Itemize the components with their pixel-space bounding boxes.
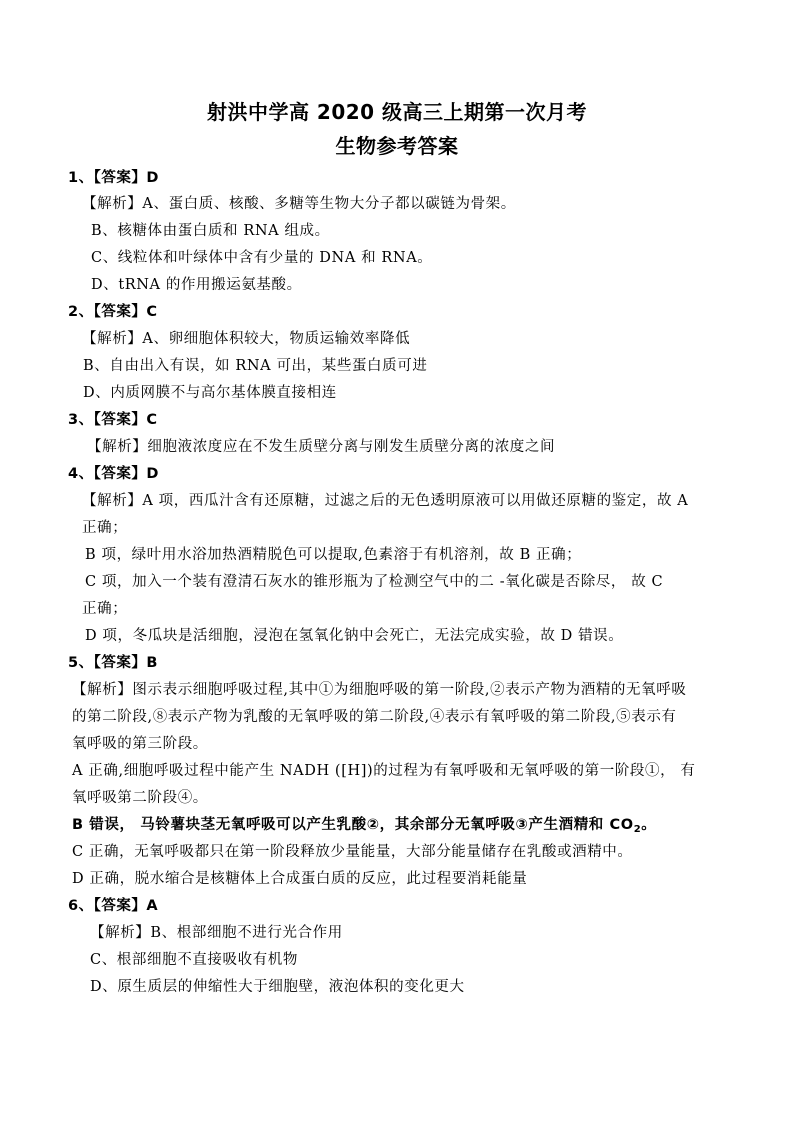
explanation-4-line-3: B 项，绿叶用水浴加热酒精脱色可以提取,色素溶于有机溶剂，故 B 正确；: [85, 547, 582, 563]
explanation-6-line-3: D、原生质层的伸缩性大于细胞壁，液泡体积的变化更大: [90, 979, 465, 995]
explanation-2-line-2: B、自由出入有误，如 RNA 可出，某些蛋白质可进: [83, 358, 428, 374]
answer-5: 5、【答案】B: [68, 655, 158, 671]
explanation-4-line-4: C 项，加入一个装有澄清石灰水的锥形瓶为了检测空气中的二 -氧化碳是否除尽， 故 C: [85, 574, 664, 590]
explanation-4-line-5: 正确；: [82, 601, 128, 617]
explanation-5-line-4: A 正确,细胞呼吸过程中能产生 NADH ([H])的过程为有氧呼吸和无氧呼吸的第一阶段①， 有: [72, 763, 696, 779]
explanation-6-line-2: C、根部细胞不直接吸收有机物: [90, 952, 298, 968]
answer-1: 1、【答案】D: [68, 170, 159, 186]
explanation-6-line-1: 【解析】B、根部细胞不进行光合作用: [90, 925, 343, 941]
explanation-4-line-2: 正确；: [82, 520, 128, 536]
explanation-4-line-6: D 项，冬瓜块是活细胞，浸泡在氢氧化钠中会死亡，无法完成实验，故 D 错误。: [85, 628, 624, 644]
explanation-5-line-6-tail: 。: [641, 817, 657, 833]
explanation-1-line-3: C、线粒体和叶绿体中含有少量的 DNA 和 RNA。: [91, 250, 433, 266]
exam-title: 射洪中学高 2020 级高三上期第一次月考: [206, 100, 588, 124]
explanation-5-line-5: 氧呼吸第二阶段④。: [72, 790, 208, 806]
explanation-5-line-7: C 正确，无氧呼吸都只在第一阶段释放少量能量，大部分能量储存在乳酸或酒精中。: [72, 844, 633, 860]
co2-subscript: 2: [633, 824, 642, 835]
explanation-2-line-1: 【解析】A、卵细胞体积较大，物质运输效率降低: [82, 331, 411, 347]
explanation-5-line-8: D 正确，脱水缩合是核糖体上合成蛋白质的反应，此过程要消耗能量: [72, 871, 528, 887]
explanation-5-line-1: 【解析】图示表示细胞呼吸过程,其中①为细胞呼吸的第一阶段,②表示产物为酒精的无氧呼吸: [72, 682, 687, 698]
explanation-5-line-3: 氧呼吸的第三阶段。: [72, 736, 208, 752]
answer-6: 6、【答案】A: [68, 898, 159, 914]
explanation-1-line-1: 【解析】A、蛋白质、核酸、多糖等生物大分子都以碳链为骨架。: [82, 196, 516, 212]
answer-4: 4、【答案】D: [68, 466, 159, 482]
explanation-2-line-3: D、内质网膜不与高尔基体膜直接相连: [83, 385, 337, 401]
explanation-1-line-4: D、tRNA 的作用搬运氨基酸。: [91, 277, 302, 293]
answer-key-subtitle: 生物参考答案: [335, 134, 459, 158]
answer-3: 3、【答案】C: [68, 412, 158, 428]
explanation-5-line-6-text: B 错误， 马铃薯块茎无氧呼吸可以产生乳酸②，其余部分无氧呼吸③产生酒精和 CO: [72, 817, 634, 833]
answer-2: 2、【答案】C: [68, 304, 158, 320]
explanation-3-line-1: 【解析】细胞液浓度应在不发生质壁分离与刚发生质壁分离的浓度之间: [87, 439, 556, 455]
explanation-5-line-6: [72, 815, 656, 840]
explanation-1-line-2: B、核糖体由蛋白质和 RNA 组成。: [91, 223, 330, 239]
explanation-4-line-1: 【解析】A 项，西瓜汁含有还原糖，过滤之后的无色透明原液可以用做还原糖的鉴定，故 A: [82, 493, 689, 509]
explanation-5-line-2: 的第二阶段,⑧表示产物为乳酸的无氧呼吸的第二阶段,④表示有氧呼吸的第二阶段,⑤表示有: [72, 709, 677, 725]
